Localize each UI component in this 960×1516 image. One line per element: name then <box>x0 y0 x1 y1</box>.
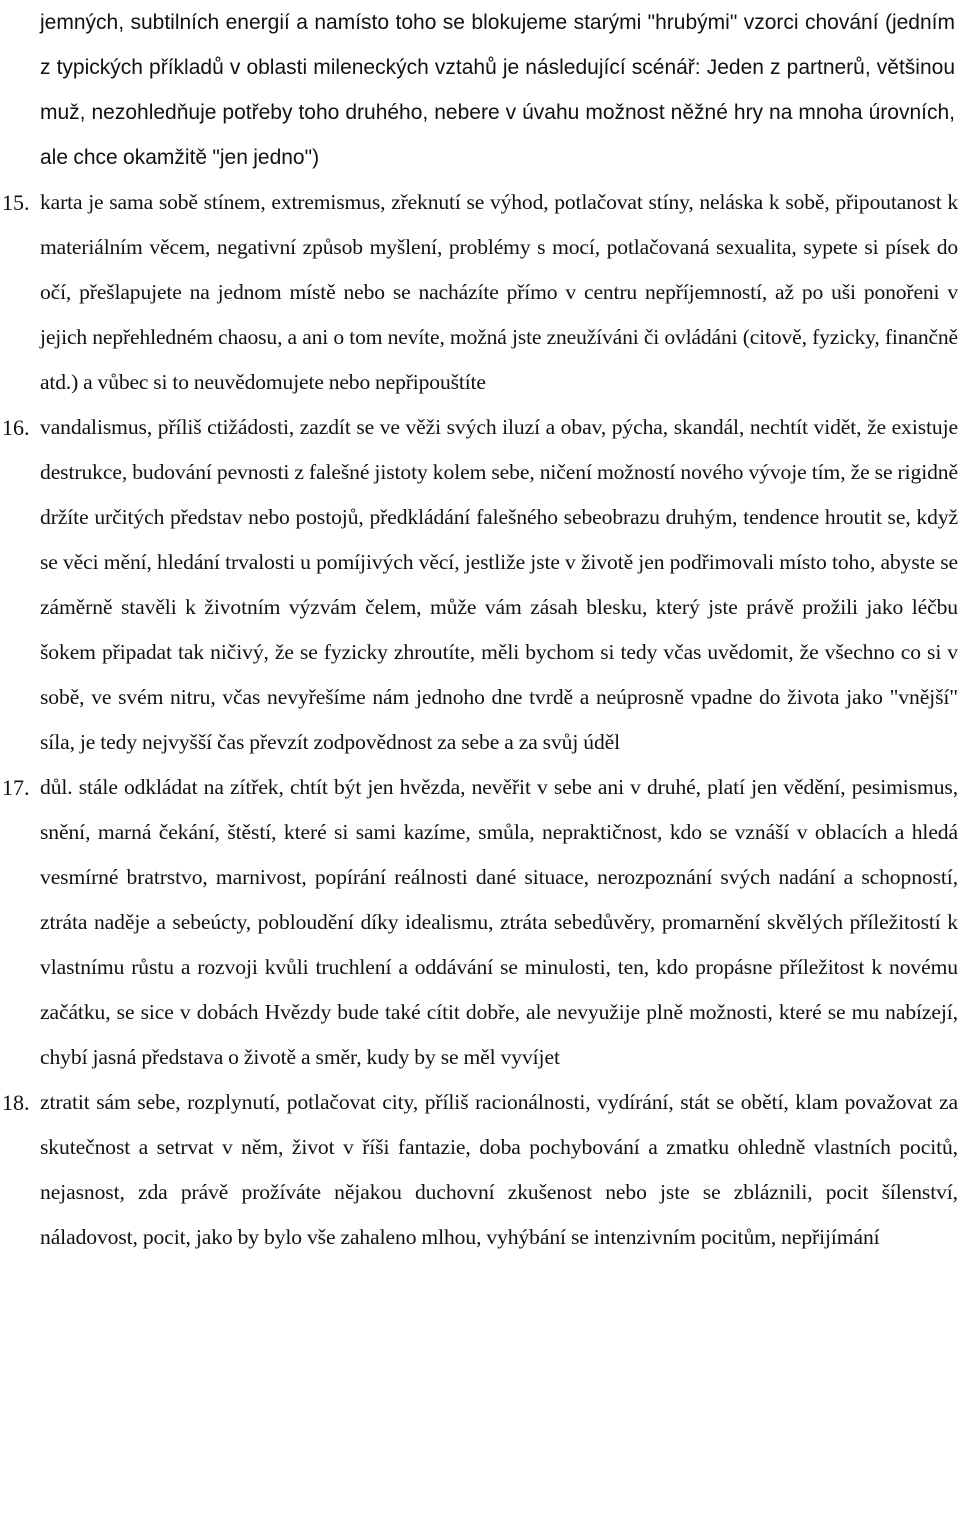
list-item-text: vandalismus, příliš ctižádosti, zazdít se ve věži svých iluzí a obav, pýcha, skandál, nechtít vidět, že existuje destrukce, budování pevnosti z falešné jistoty kolem sebe, ničení možností nového vývoje tím, že se rigidně držíte určitých představ nebo postojů, předkládání falešného sebeobrazu druhým, tendence hroutit se, když se věci mění, hledání trvalosti u pomíjivých věcí, jestliže jste v životě jen podřimovali místo toho, abyste se záměrně stavěli k životním výzvám čelem, může vám zásah blesku, který jste právě prožili jako léčbu šokem připadat tak ničivý, že se fyzicky zhroutíte, měli bychom si tedy včas uvědomit, že všechno co si v sobě, ve svém nitru, včas nevyřešíme nám jednoho dne tvrdě a neúprosně vpadne do života jako "vnější" síla, je tedy nejvyšší čas převzít zodpovědnost za sebe a za svůj úděl <box>40 415 958 754</box>
numbered-list <box>0 180 958 1260</box>
list-number: 18. <box>2 1090 30 1115</box>
list-item-15 <box>0 180 958 405</box>
list-item-16 <box>0 405 958 765</box>
list-item-text: karta je sama sobě stínem, extremismus, zřeknutí se výhod, potlačovat stíny, neláska k sobě, připoutanost k materiálním věcem, negativní způsob myšlení, problémy s mocí, potlačovaná sexualita, sypete si písek do očí, přešlapujete na jednom místě nebo se nacházíte přímo v centru nepříjemností, až po uši ponořeni v jejich nepřehledném chaosu, a ani o tom nevíte, možná jste zneužíváni či ovládáni (citově, fyzicky, finančně atd.) a vůbec si to neuvědomujete nebo nepřipouštíte <box>40 190 958 394</box>
list-item-18 <box>0 1080 958 1260</box>
continuation-paragraph: jemných, subtilních energií a namísto toho se blokujeme starými "hrubými" vzorci chování (jedním z typických příkladů v oblasti mileneckých vztahů je následující scénář: Jeden z partnerů, většinou muž, nezohledňuje potřeby toho druhého, nebere v úvahu možnost něžné hry na mnoha úrovních, ale chce okamžitě "jen jedno") <box>40 11 955 169</box>
list-item-text: ztratit sám sebe, rozplynutí, potlačovat city, příliš racionálnosti, vydírání, stát se obětí, klam považovat za skutečnost a setrvat v něm, život v říši fantazie, doba pochybování a zmatku ohledně vlastních pocitů, nejasnost, zda právě prožíváte nějakou duchovní zkušenost nebo jste se zbláznili, pocit šílenství, náladovost, pocit, jako by bylo vše zahaleno mlhou, vyhýbání se intenzivním pocitům, nepřijímání <box>40 1090 958 1249</box>
list-item-text: důl. stále odkládat na zítřek, chtít být jen hvězda, nevěřit v sebe ani v druhé, platí jen vědění, pesimismus, snění, marná čekání, štěstí, které si sami kazíme, smůla, nepraktičnost, kdo se vznáší v oblacích a hledá vesmírné bratrstvo, marnivost, popírání reálnosti dané situace, nerozpoznání svých nadání a schopností, ztráta naděje a sebeúcty, pobloudění díky idealismu, ztráta sebedůvěry, promarnění skvělých příležitostí k vlastnímu růstu a rozvoji kvůli truchlení a oddávání se minulosti, ten, kdo propásne příležitost k novému začátku, se sice v dobách Hvězdy bude také cítit dobře, ale nevyužije plně možnosti, které se mu nabízejí, chybí jasná představa o životě a směr, kudy by se měl vyvíjet <box>40 775 958 1069</box>
list-number: 15. <box>2 190 30 215</box>
list-item-17 <box>0 765 958 1080</box>
list-number: 16. <box>2 415 30 440</box>
list-number: 17. <box>2 775 30 800</box>
